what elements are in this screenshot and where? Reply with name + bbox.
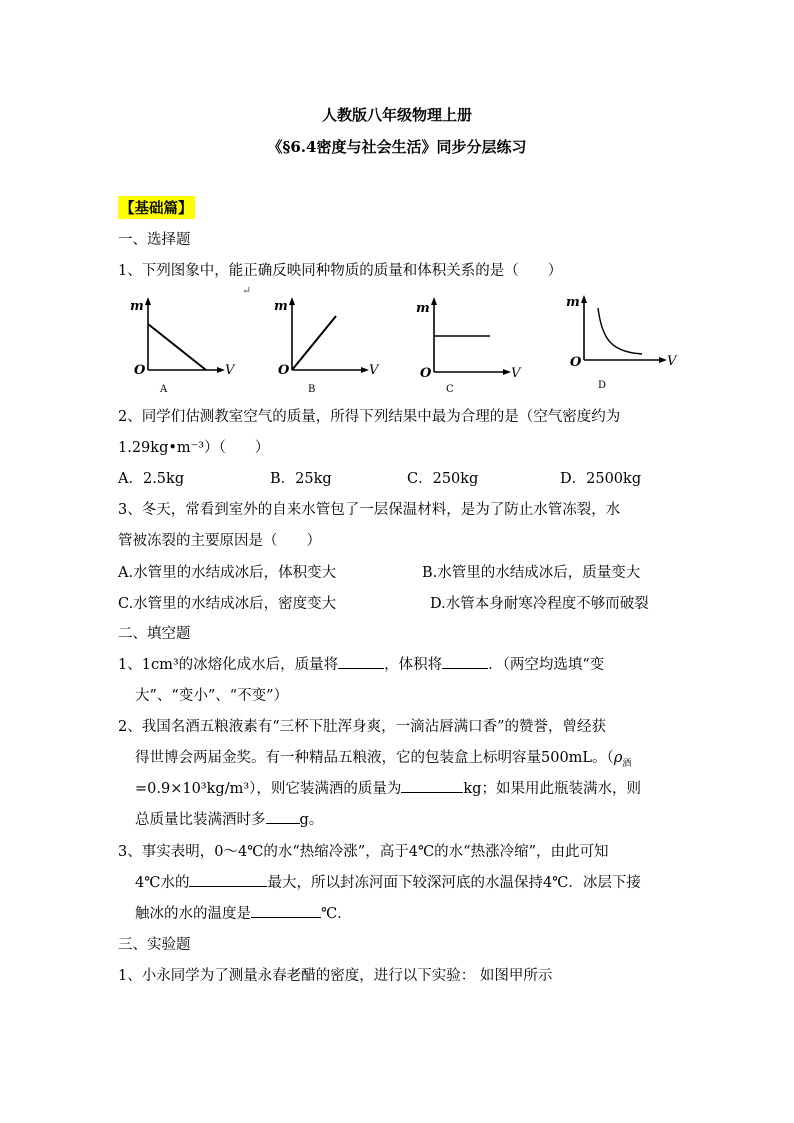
option-1-3-c: C.水管里的水结成冰后，密度变大 [118,596,337,612]
option-1-3-d: D.水管本身耐寒冷程度不够而破裂 [430,596,649,612]
data-line [148,324,206,370]
question-1-2-line2: 1.29kg•m⁻³）（ ） [118,440,270,456]
rho-symbol: ρ [613,750,623,766]
return-mark-icon: ↵ [242,284,252,297]
x-arrow [361,367,369,373]
graph-d [554,292,684,400]
y-axis-label: m [416,301,430,316]
option-1-2-d: D．2500kg [560,471,642,487]
x-arrow [659,357,667,363]
option-1-2-b: B．25kg [270,471,332,487]
answer-blank[interactable] [266,811,300,824]
answer-blank[interactable] [251,905,321,918]
question-1-2-line1: 2、同学们估测教室空气的质量，所得下列结果中最为合理的是（空气密度约为 [118,409,621,425]
x-axis-label: V [225,363,235,378]
question-1-3-line1: 3、冬天，常看到室外的自来水管包了一层保温材料，是为了防止水管冻裂，水 [118,502,621,518]
origin-label: O [134,363,146,378]
graph-label: C [446,384,454,395]
data-curve [598,308,642,354]
y-arrow [145,297,151,305]
question-2-3-line3: 触冰的水的温度是 ℃． [135,906,352,922]
question-2-3-line1: 3、事实表明，0～4℃的水“热缩冷涨”，高于4℃的水“热涨冷缩”，由此可知 [118,844,609,860]
y-arrow [289,297,295,305]
option-1-3-a: A.水管里的水结成冰后，体积变大 [118,565,337,581]
graph-label: B [308,384,316,395]
answer-blank[interactable] [401,780,463,793]
heading-fill: 二、填空题 [118,626,191,642]
x-axis-label: V [369,363,379,378]
heading-choice: 一、选择题 [118,232,191,248]
heading-experiment: 三、实验题 [118,937,191,953]
y-axis-label: m [274,299,288,314]
answer-blank[interactable] [338,656,384,669]
origin-label: O [420,366,432,381]
document-title: 人教版八年级物理上册 [321,106,472,124]
question-2-2-line3: =0.9×10³kg/m³），则它装满酒的质量为 kg；如果用此瓶装满水，则 [135,781,641,797]
origin-label: O [570,355,582,370]
section-tag-basic: 【基础篇】 [118,196,195,219]
question-2-3-line2: 4℃水的 最大，所以封冻河面下较深河底的水温保持4℃．冰层下接 [135,875,641,891]
graph-c [410,292,540,400]
question-1-1: 1、下列图象中，能正确反映同种物质的质量和体积关系的是（ ） [118,263,563,279]
answer-blank[interactable] [442,656,488,669]
y-axis-label: m [130,299,144,314]
question-2-1-line1: 1、1cm³的冰熔化成水后，质量将 ，体积将 ．（两空均选填“变 [118,657,605,673]
graph-label: A [160,384,168,395]
rho-subscript: 酒 [622,758,632,769]
x-axis-label: V [667,354,677,369]
x-arrow [217,367,225,373]
question-2-2-line1: 2、我国名酒五粮液素有“三杯下肚浑身爽，一滴沾唇满口香”的赞誉，曾经获 [118,719,607,735]
question-1-3-line2: 管被冻裂的主要原因是（ ） [118,533,321,549]
x-axis-label: V [511,366,521,381]
question-2-2-line2: 得世博会两届金奖。有一种精品五粮液，它的包装盒上标明容量500mL。（$\rho_酒$ [135,750,632,769]
option-1-2-c: C．250kg [407,471,479,487]
graph-a [122,292,252,400]
x-arrow [503,369,511,375]
y-arrow [431,297,437,305]
answer-blank[interactable] [189,874,267,887]
origin-label: O [278,363,290,378]
graph-label: D [598,380,607,391]
data-line [292,316,336,370]
question-2-1-line2: 大”、“变小”、“不变”） [135,688,289,704]
y-arrow [581,295,587,303]
document-subtitle: 《§6.4密度与社会生活》同步分层练习 [267,138,527,156]
question-3-1: 1、小永同学为了测量永春老醋的密度，进行以下实验： 如图甲所示 [118,968,553,984]
graph-b [266,292,396,400]
question-2-2-line4: 总质量比装满酒时多 g。 [135,812,324,828]
option-1-2-a: A．2.5kg [118,471,185,487]
y-axis-label: m [566,295,580,310]
option-1-3-b: B.水管里的水结成冰后，质量变大 [422,565,641,581]
